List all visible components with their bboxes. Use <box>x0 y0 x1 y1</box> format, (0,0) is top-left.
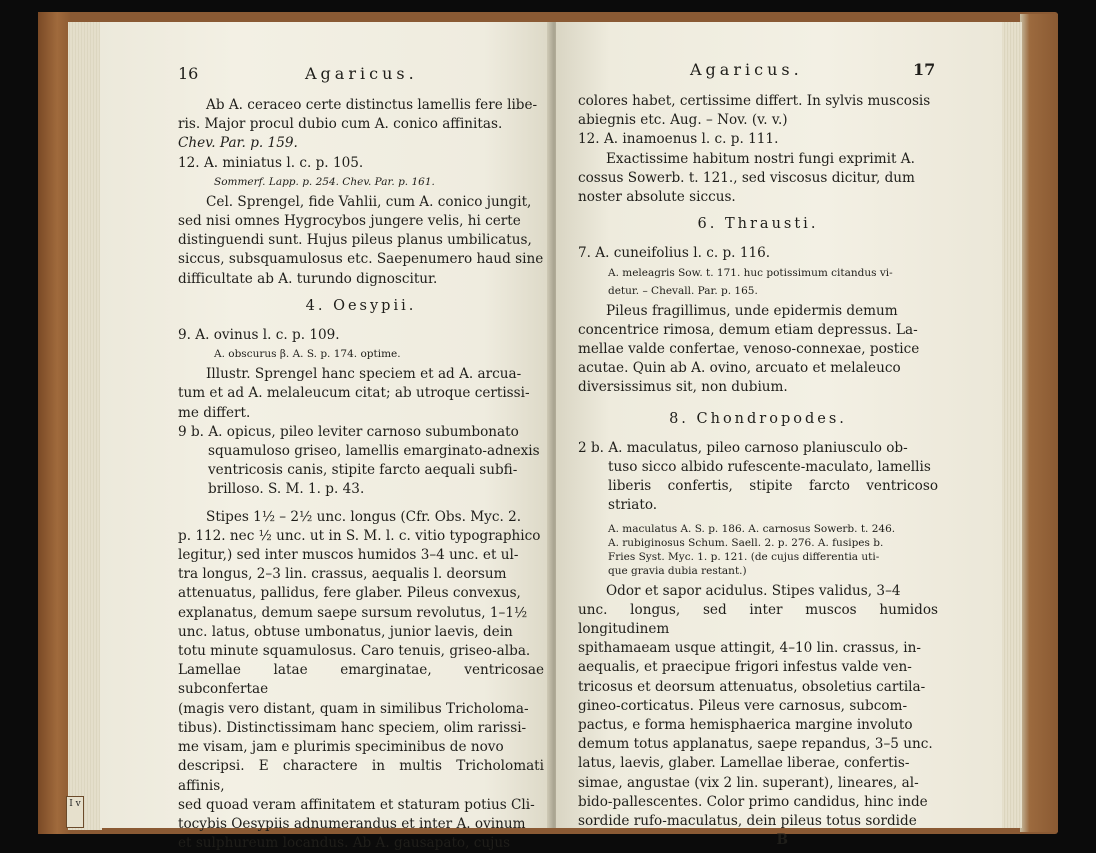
left-page <box>100 22 552 852</box>
text-line: tocybis Oesypiis adnumerandus et inter A. ovinum <box>178 815 526 832</box>
right-page <box>556 22 1002 849</box>
citation: Sommerf. Lapp. p. 254. Chev. Par. p. 161. <box>214 175 435 188</box>
text-line: demum totus applanatus, saepe repandus, 3–5 unc. <box>578 736 933 753</box>
text-line: me differt. <box>178 404 251 421</box>
text-line: ris. Major procul dubio cum A. conico affinitas. <box>178 116 503 133</box>
text-line: unc. latus, obtuse umbonatus, junior laevis, dein <box>178 623 513 640</box>
text-line: gineo-corticatus. Pileus vere carnosus, subcom- <box>578 697 908 714</box>
text-line: noster absolute siccus. <box>578 189 736 206</box>
text-line: Ab A. ceraceo certe distinctus lamellis fere libe- <box>206 97 538 113</box>
left-page-edges <box>68 22 102 830</box>
text-line: Pileus fragillimus, unde epidermis demum <box>606 302 898 319</box>
text-line: Lamellae latae emarginatae, ventricosae subconfertae <box>178 662 544 698</box>
species-heading: 2 b. A. maculatus, pileo carnoso planiusculo ob- <box>578 439 908 456</box>
text-line: squamuloso griseo, lamellis emarginato-adnexis <box>208 443 540 460</box>
text-line: descripsi. E charactere in multis Tricholomati affinis, <box>178 758 544 794</box>
catchword: B <box>776 832 788 849</box>
text-line: tum et ad A. melaleucum citat; ab utroque certissi- <box>178 385 530 402</box>
text-line: distinguendi sunt. Hujus pileus planus umbilicatus, <box>178 232 532 249</box>
citation: A. obscurus β. A. S. p. 174. optime. <box>214 348 401 361</box>
left-body-text <box>178 96 544 853</box>
text-line: sed quoad veram affinitatem et staturam potius Cli- <box>178 796 535 813</box>
right-page-edges <box>1000 22 1022 828</box>
text-line: (magis vero distant, quam in similibus Tricholoma- <box>178 700 529 717</box>
text-line: latus, laevis, glaber. Lamellae liberae, confertis- <box>578 755 910 772</box>
text-line: pactus, e forma hemisphaerica margine involuto <box>578 717 913 734</box>
page-number-left: 16 <box>178 64 199 83</box>
text-line: et sulphureum locandus. Ab A. gausapato, cujus <box>178 835 511 852</box>
text-line: me visam, jam e plurimis speciminibus de novo <box>178 739 504 756</box>
section-heading: 6. Thrausti. <box>697 216 819 233</box>
text-line: ventricosis canis, stipite farcto aequali subfi- <box>208 462 518 479</box>
text-line: spithamaeam usque attingit, 4–10 lin. crassus, in- <box>578 640 921 657</box>
text-line: tuso sicco albido rufescente-maculato, lamellis <box>608 459 931 476</box>
text-line: acutae. Quin ab A. ovino, arcuato et melaleuco <box>578 360 901 377</box>
left-cover-edge <box>38 12 70 834</box>
citation: que gravia dubia restant.) <box>608 564 747 577</box>
text-line: Stipes 1½ – 2½ unc. longus (Cfr. Obs. Myc. 2. <box>206 508 522 525</box>
text-line: sordide rufo-maculatus, dein pileus totus sordide <box>578 813 917 830</box>
citation: A. rubiginosus Schum. Saell. 2. p. 276. A. fusipes b. <box>608 536 884 549</box>
text-line: aequalis, et praecipue frigori infestus valde ven- <box>578 659 912 676</box>
species-heading: 12. A. miniatus l. c. p. 105. <box>178 154 364 171</box>
right-header <box>556 60 1002 88</box>
text-line: brilloso. S. M. 1. p. 43. <box>208 481 365 498</box>
text-line: explanatus, demum saepe sursum revolutus, 1–1½ <box>178 604 528 621</box>
text-line: unc. longus, sed inter muscos humidos longitudinem <box>578 601 938 638</box>
text-line: legitur,) sed inter muscos humidos 3–4 unc. et ul- <box>178 547 519 564</box>
section-heading: 8. Chondropodes. <box>669 410 847 427</box>
right-body-text <box>578 92 938 851</box>
text-line: mellae valde confertae, venoso-connexae, postice <box>578 341 920 358</box>
text-line: colores habet, certissime differt. In sylvis muscosis <box>578 93 931 109</box>
text-line: siccus, subsquamulosus etc. Saepenumero haud sine <box>178 251 544 268</box>
text-line: diversissimus sit, non dubium. <box>578 379 788 396</box>
text-line: tricosus et deorsum attenuatus, obsoletius cartila- <box>578 678 926 695</box>
spine-label: I v <box>66 796 84 828</box>
text-line: sed nisi omnes Hygrocybos jungere velis, hi certe <box>178 213 521 230</box>
text-line: Chev. Par. p. 159. <box>178 135 298 152</box>
text-line: Illustr. Sprengel hanc speciem et ad A. arcua- <box>206 366 522 383</box>
section-heading: 4. Oesypii. <box>305 297 417 314</box>
text-line: p. 112. nec ½ unc. ut in S. M. l. c. vitio typographico <box>178 527 541 544</box>
text-line: tibus). Distinctissimam hanc speciem, olim rarissi- <box>178 719 527 736</box>
text-line: abiegnis etc. Aug. – Nov. (v. v.) <box>578 112 788 129</box>
text-line: Odor et sapor acidulus. Stipes validus, 3–4 <box>606 582 901 599</box>
citation: detur. – Chevall. Par. p. 165. <box>608 284 758 297</box>
left-header <box>100 64 552 88</box>
species-heading: 12. A. inamoenus l. c. p. 111. <box>578 131 779 148</box>
citation: A. meleagris Sow. t. 171. huc potissimum citandus vi- <box>608 266 893 279</box>
text-line: Cel. Sprengel, fide Vahlii, cum A. conico jungit, <box>206 193 532 210</box>
running-head-left: Agaricus. <box>305 64 418 83</box>
text-line: bido-pallescentes. Color primo candidus, hinc inde <box>578 793 928 810</box>
text-line: totu minute squamulosus. Caro tenuis, griseo-alba. <box>178 643 531 660</box>
page-number-right: 17 <box>913 60 936 79</box>
text-line: Exactissime habitum nostri fungi exprimit A. <box>606 150 915 167</box>
species-heading: 7. A. cuneifolius l. c. p. 116. <box>578 245 771 262</box>
text-line: simae, angustae (vix 2 lin. superant), lineares, al- <box>578 774 919 791</box>
citation: Fries Syst. Myc. 1. p. 121. (de cujus differentia uti- <box>608 550 880 563</box>
text-line: difficultate ab A. turundo dignoscitur. <box>178 270 438 287</box>
text-line: attenuatus, pallidus, fere glaber. Pileus convexus, <box>178 585 521 602</box>
species-heading: 9 b. A. opicus, pileo leviter carnoso subumbonato <box>178 423 519 440</box>
text-line: cossus Sowerb. t. 121., sed viscosus dicitur, dum <box>578 169 915 186</box>
species-heading: 9. A. ovinus l. c. p. 109. <box>178 327 340 344</box>
text-line: tra longus, 2–3 lin. crassus, aequalis l. deorsum <box>178 566 507 583</box>
citation: A. maculatus A. S. p. 186. A. carnosus Sowerb. t. 246. <box>608 522 896 535</box>
text-line: concentrice rimosa, demum etiam depressus. La- <box>578 321 918 338</box>
right-cover-edge <box>1020 14 1058 832</box>
running-head-right: Agaricus. <box>690 60 803 79</box>
text-line: liberis confertis, stipite farcto ventricoso striato. <box>608 478 938 514</box>
